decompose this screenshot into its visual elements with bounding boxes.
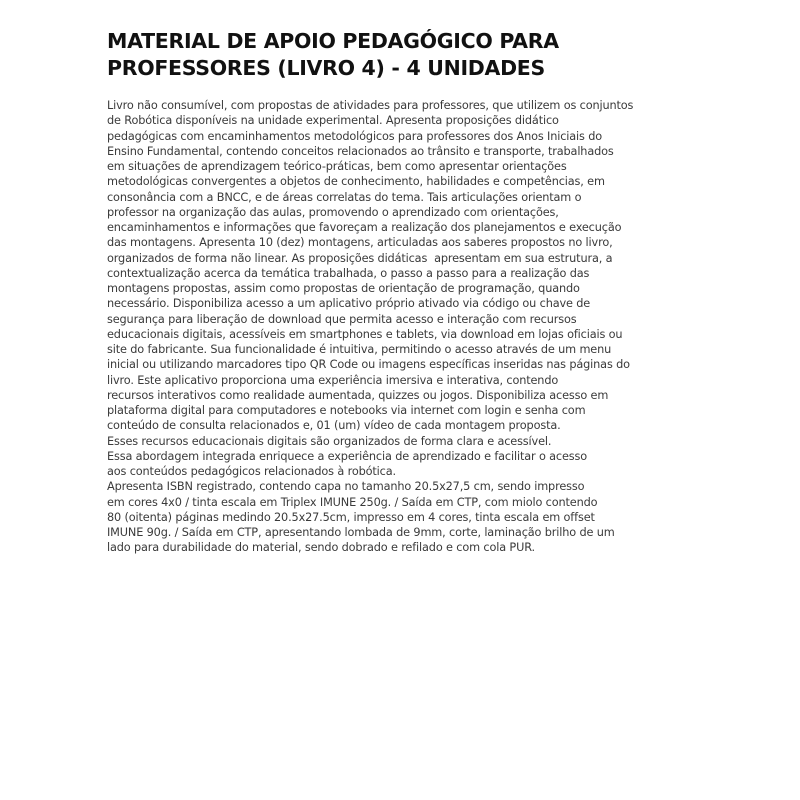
document-title [107, 28, 747, 82]
body-line: contextualização acerca da temática trabalhada, o passo a passo para a realização das [107, 266, 590, 280]
body-line: de Robótica disponíveis na unidade experimental. Apresenta proposições didático [107, 114, 559, 128]
document [107, 28, 747, 556]
body-line: necessário. Disponibiliza acesso a um aplicativo próprio ativado via código ou chave de [107, 297, 591, 311]
body-line: Essa abordagem integrada enriquece a experiência de aprendizado e facilitar o acesso [107, 449, 588, 463]
body-line: metodológicas convergentes a objetos de conhecimento, habilidades e competências, em [107, 175, 605, 189]
body-line: inicial ou utilizando marcadores tipo QR Code ou imagens específicas inseridas nas páginas do [107, 358, 630, 372]
title-line: PROFESSORES (LIVRO 4) - 4 UNIDADES [107, 56, 545, 80]
body-line: pedagógicas com encaminhamentos metodológicos para professores dos Anos Iniciais do [107, 129, 602, 143]
body-line: recursos interativos como realidade aumentada, quizzes ou jogos. Disponibiliza acesso em [107, 388, 609, 402]
body-line: livro. Este aplicativo proporciona uma experiência imersiva e interativa, contendo [107, 373, 559, 387]
body-line: 80 (oitenta) páginas medindo 20.5x27.5cm, impresso em 4 cores, tinta escala em offset [107, 510, 595, 524]
body-line: Livro não consumível, com propostas de atividades para professores, que utilizem os conjuntos [107, 99, 634, 112]
body-line: professor na organização das aulas, promovendo o aprendizado com orientações, [107, 205, 559, 219]
body-line: Apresenta ISBN registrado, contendo capa no tamanho 20.5x27,5 cm, sendo impresso [107, 480, 585, 494]
body-line: Ensino Fundamental, contendo conceitos relacionados ao trânsito e transporte, trabalhados [107, 144, 614, 158]
body-line: educacionais digitais, acessíveis em smartphones e tablets, via download em lojas oficiais ou [107, 327, 623, 341]
body-line: em situações de aprendizagem teórico-práticas, bem como apresentar orientações [107, 160, 567, 173]
title-line: MATERIAL DE APOIO PEDAGÓGICO PARA [107, 29, 559, 53]
body-line: conteúdo de consulta relacionados e, 01 (um) vídeo de cada montagem proposta. [107, 419, 561, 433]
body-line: consonância com a BNCC, e de áreas correlatas do tema. Tais articulações orientam o [107, 190, 582, 204]
body-line: organizados de forma não linear. As proposições didáticas apresentam em sua estrutura, a [107, 251, 613, 265]
body-line: Esses recursos educacionais digitais são organizados de forma clara e acessível. [107, 434, 552, 448]
body-line: lado para durabilidade do material, sendo dobrado e refilado e com cola PUR. [107, 541, 535, 555]
body-line: plataforma digital para computadores e notebooks via internet com login e senha com [107, 404, 586, 417]
body-line: montagens propostas, assim como propostas de orientação de programação, quando [107, 282, 580, 295]
body-line: das montagens. Apresenta 10 (dez) montagens, articuladas aos saberes propostos no livro, [107, 236, 613, 250]
body-line: site do fabricante. Sua funcionalidade é intuitiva, permitindo o acesso através de um menu [107, 343, 612, 356]
body-line: aos conteúdos pedagógicos relacionados à robótica. [107, 465, 396, 478]
body-line: em cores 4x0 / tinta escala em Triplex IMUNE 250g. / Saída em CTP, com miolo contendo [107, 495, 598, 509]
document-body [107, 98, 747, 556]
body-line: encaminhamentos e informações que favoreçam a realização dos planejamentos e execução [107, 221, 622, 234]
body-line: IMUNE 90g. / Saída em CTP, apresentando lombada de 9mm, corte, laminação brilho de um [107, 526, 615, 539]
body-line: segurança para liberação de download que permita acesso e interação com recursos [107, 312, 577, 326]
